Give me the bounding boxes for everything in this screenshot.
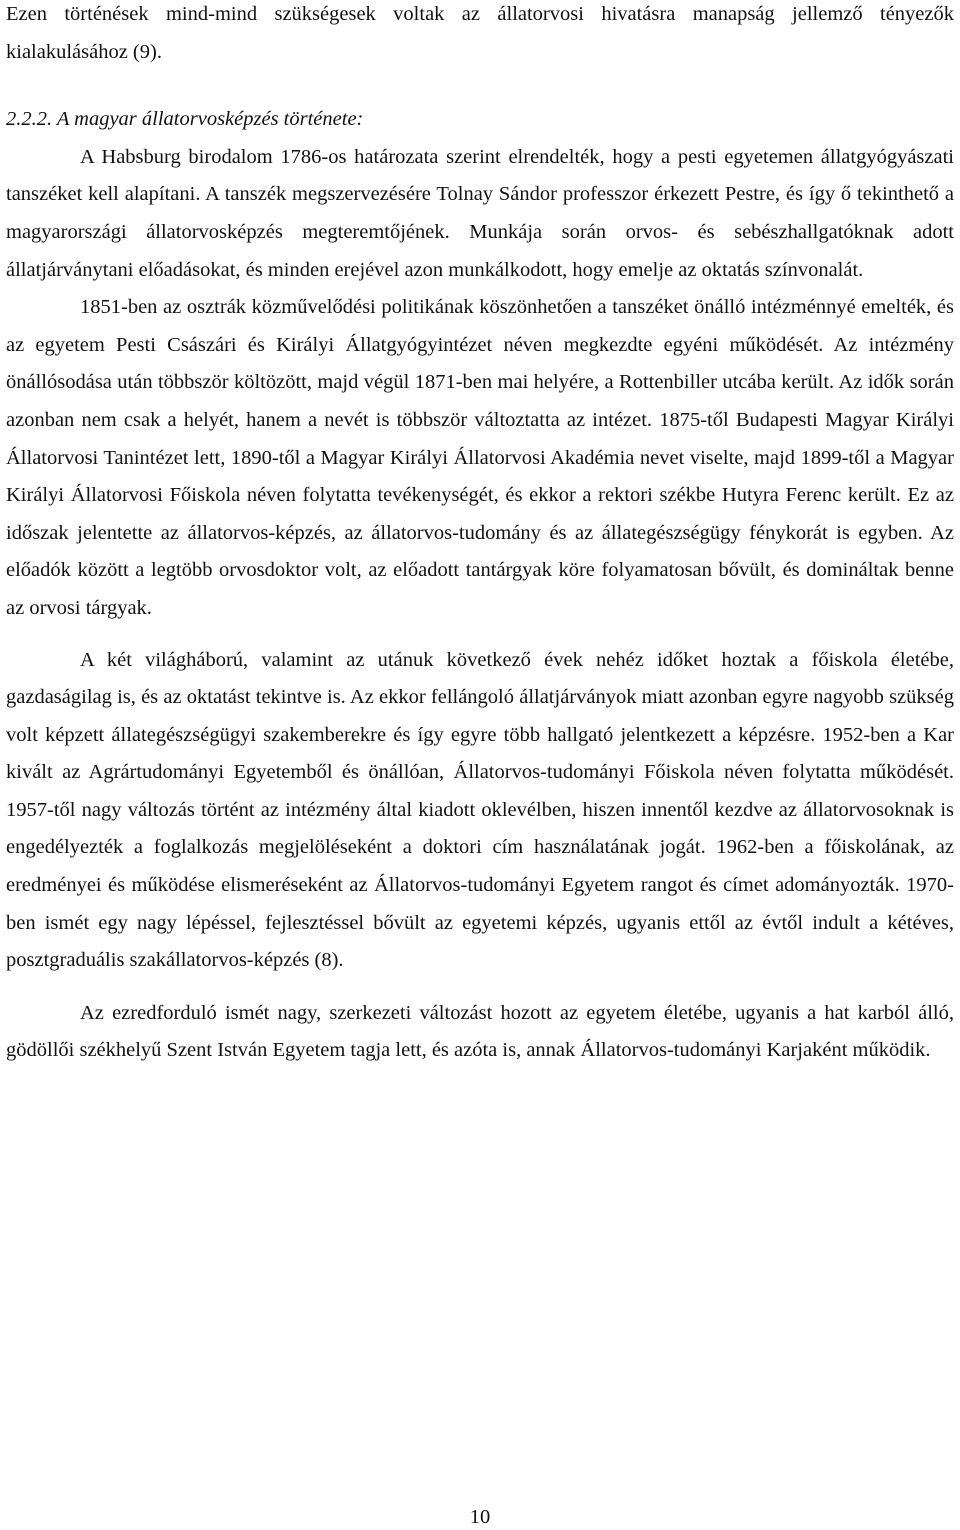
paragraph-1851: 1851-ben az osztrák közművelődési politikának köszönhetően a tanszéket önálló intézménnyé emelték, és az egyetem Pesti Császári és Királyi Állatgyógyintézet néven megkezdte egyéni működését. Az intézmény önállósodása után többször költözött, majd végül 1871-ben mai helyére, a Rottenbiller utcába került. Az idők során azonban nem csak a helyét, hanem a nevét is többször változtatta az intézet. 1875-től Budapesti Magyar Királyi Állatorvosi Tanintézet lett, 1890-től a Magyar Királyi Állatorvosi Akadémia nevet viselte, majd 1899-től a Magyar Királyi Állatorvosi Főiskola néven folytatta tevékenységét, és ekkor a rektori székbe Hutyra Ferenc került. Ez az időszak jelentette az állatorvos-képzés, az állatorvos-tudomány és az állategészségügy fénykorát is egyben. Az előadók között a legtöbb orvosdoktor volt, az előadott tantárgyak köre folyamatosan bővült, és domináltak benne az orvosi tárgyak. bbox=[6, 296, 954, 619]
intro-paragraph: Ezen történések mind-mind szükségesek voltak az állatorvosi hivatásra manapság jellemző tényezők kialakulásához (9). bbox=[6, 3, 954, 63]
paragraph-habsburg: A Habsburg birodalom 1786-os határozata szerint elrendelték, hogy a pesti egyetemen állatgyógyászati tanszéket kell alapítani. A tanszék megszervezésére Tolnay Sándor professzor érkezett Pestre, és így ő tekinthető a magyarországi állatorvosképzés megteremtőjének. Munkája során orvos- és sebészhallgatóknak adott állatjárványtani előadásokat, és minden erejével azon munkálkodott, hogy emelje az oktatás színvonalát. bbox=[6, 145, 954, 281]
document-page bbox=[6, 0, 954, 1070]
paragraph-millennium: Az ezredforduló ismét nagy, szerkezeti változást hozott az egyetem életébe, ugyanis a hat karból álló, gödöllői székhelyű Szent István Egyetem tagja lett, és azóta is, annak Állatorvos-tudományi Karjaként működik. bbox=[6, 1001, 954, 1062]
paragraph-world-wars: A két világháború, valamint az utánuk következő évek nehéz időket hoztak a főiskola életébe, gazdaságilag is, és az oktatást tekintve is. Az ekkor fellángoló állatjárványok miatt azonban egyre nagyobb szükség volt képzett állategészségügyi szakemberekre és így egyre több hallgató jelentkezett a képzésre. 1952-ben a Kar kivált az Agrártudományi Egyetemből és önállóan, Állatorvos-tudományi Főiskola néven folytatta működését. 1957-től nagy változás történt az intézmény által kiadott oklevélben, hiszen innentől kezdve az állatorvosoknak is engedélyezték a foglalkozás megjelöléseként a doktori cím használatának jogát. 1962-ben a főiskolának, az eredményei és működése elismeréseként az Állatorvos-tudományi Egyetem rangot és címet adományozták. 1970-ben ismét egy nagy lépéssel, fejlesztéssel bővült az egyetemi képzés, ugyanis ettől az évtől indult a kétéves, posztgraduális szakállatorvos-képzés (8). bbox=[6, 648, 954, 972]
page-number: 10 bbox=[469, 1506, 491, 1528]
section-heading: 2.2.2. A magyar állatorvosképzés története: bbox=[6, 108, 364, 131]
